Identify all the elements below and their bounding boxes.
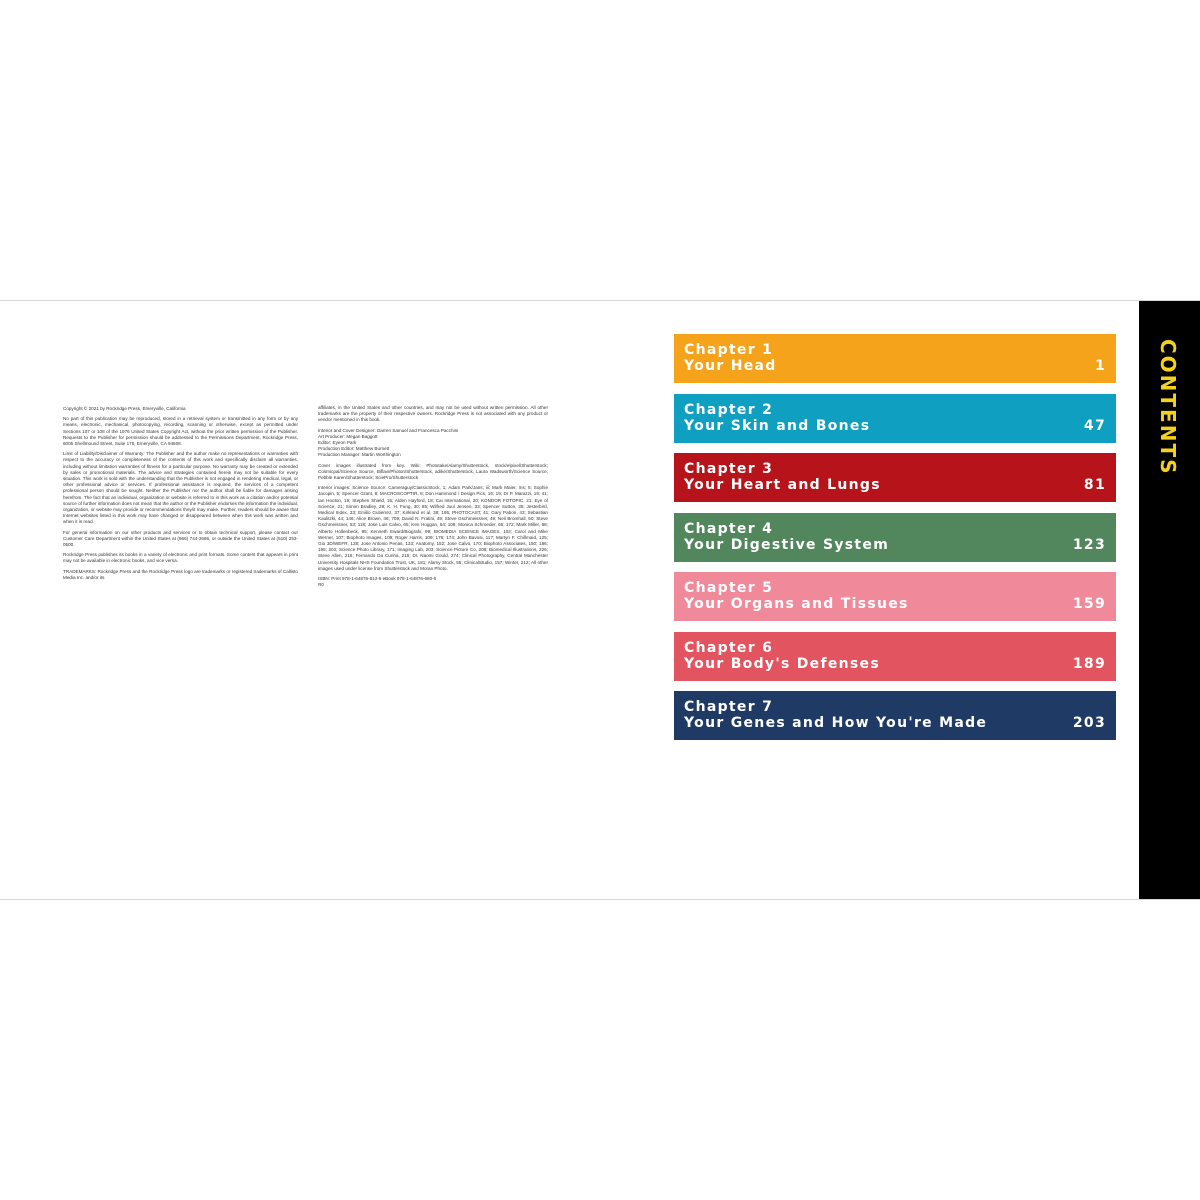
chapter-number: Chapter 4 bbox=[684, 520, 774, 537]
copyright-paragraph: Rockridge Press publishes its books in a variety of electronic and print formats. Some content that appears in print may not be available in electronic books, and vice versa. bbox=[63, 552, 298, 564]
copyright-paragraph: No part of this publication may be reproduced, stored in a retrieval system or transmitted in any form or by any means, electronic, mechanical, photocopying, recording, scanning or otherwise, except as permitted under Sections 107 or 108 of the 1976 United States Copyright Act, without the prior written permission of the Publisher. Requests to the Publisher for permission should be addressed to the Permissions Department, Rockridge Press, 6005 Shellmound Street, Suite 175, Emeryville, CA 94608. bbox=[63, 416, 298, 447]
contents-sidebar bbox=[1139, 301, 1200, 900]
chapter-number: Chapter 7 bbox=[684, 699, 774, 715]
chapter-page-number: 47 bbox=[1083, 417, 1106, 434]
credits-paragraph: Interior and Cover Designer: Darren Samuel and Francesca Pacchini Art Producer: Megan Baggott Editor: Eyeon Park Production Editor: Matthew Burnett Production Manager: Martin Worthington bbox=[318, 427, 459, 458]
copyright-paragraph: For general information on our other products and services or to obtain technical support, please contact our Customer Care Department within the United States at (866) 744-2665, or outside the United States at (510) 253-0500. bbox=[63, 529, 298, 548]
chapter-title: Your Head bbox=[684, 358, 777, 374]
copyright-column-right bbox=[318, 405, 548, 592]
contents-heading: CONTENTS bbox=[1156, 339, 1180, 476]
chapter-number: Chapter 3 bbox=[684, 461, 774, 477]
chapter-title: Your Body's Defenses bbox=[684, 655, 880, 672]
toc-chapter-3[interactable] bbox=[674, 453, 1116, 502]
toc-chapter-2[interactable] bbox=[674, 394, 1116, 443]
toc-chapter-5[interactable] bbox=[674, 572, 1116, 621]
chapter-page-number: 203 bbox=[1072, 715, 1106, 731]
copyright-line: Copyright © 2021 by Rockridge Press, Emeryville, California bbox=[63, 406, 186, 411]
book-spread bbox=[0, 300, 1200, 900]
chapter-page-number: 123 bbox=[1072, 536, 1106, 553]
chapter-number: Chapter 2 bbox=[684, 401, 774, 418]
chapter-number: Chapter 1 bbox=[684, 342, 774, 358]
copyright-paragraph: TRADEMARKS: Rockridge Press and the Rockridge Press logo are trademarks or registered trademarks of Callisto Media Inc. and/or its bbox=[63, 568, 298, 580]
chapter-number: Chapter 5 bbox=[684, 580, 774, 596]
chapter-title: Your Heart and Lungs bbox=[684, 477, 881, 493]
toc-chapter-1[interactable] bbox=[674, 334, 1116, 383]
table-of-contents bbox=[674, 334, 1116, 751]
copyright-paragraph: affiliates, in the United States and other countries, and may not be used without written permission. All other trademarks are the property of their respective owners. Rockridge Press is not associated with any product or vendor mentioned in this book. bbox=[318, 405, 548, 423]
chapter-title: Your Organs and Tissues bbox=[684, 596, 909, 612]
chapter-page-number: 1 bbox=[1094, 358, 1106, 374]
cover-credits-paragraph: Cover images illustrated from key. Wiki: Phototake/Alamy/Shutterstock, stock/elpixel/Shutterstock; Cosmicpal/Science Source, Biflavi/Photon/Shutterstock, adike/Shutterstock, Laura Wadsworth/Science Source; Pebble Karen/Shutterstock; SciePro/Shutterstock bbox=[318, 462, 548, 481]
copyright-column-left bbox=[63, 406, 298, 585]
chapter-number: Chapter 6 bbox=[684, 639, 774, 656]
chapter-title: Your Genes and How You're Made bbox=[684, 715, 988, 731]
chapter-title: Your Skin and Bones bbox=[684, 417, 871, 434]
toc-chapter-6[interactable] bbox=[674, 632, 1116, 681]
toc-chapter-7[interactable] bbox=[674, 691, 1116, 740]
chapter-page-number: 81 bbox=[1083, 477, 1106, 493]
chapter-title: Your Digestive System bbox=[684, 536, 890, 553]
interior-credits-paragraph: Interior images: Science Source: Cameraguy/ClassicStock, 1; Adam Park/Jans; iii; Mark Maier, ms; 5; Sophie Jacopin, 5; Spencer Grant, 8; MACROSCOPTIR, 8; Don Hammond / Design Pics, 16; 19; Dr P. Marazzi, 19; 41; Ian Hooton, 19; Stephen Shield, 15; Alden Hayford, 18; Cai International, 20; KONDOR FOTOPIC, 21; Eye of Science, 21; Simon Bradley, 29; K. H. Fung, 30; 85; Wilfred Juul Jensen, 33; Spencer Sutton, 35; Jesterbird, Medical Index, 33; Emilio Gutierrez, 37; Kirkland et al, 38; 195; PHOTOCAST, 41; Gary Pabon, 43; Sebastian Kaulitzki, 44; 146; Alice Brown, 46; 709; David N. Fratini, 49; Steve Gschmeissner, 49; Neil Bromhall, 50; Steve Gschmeissner, 53; 118; Jose Luis Calvo, 65; Ken Hoggan, 64; 106; Monica Schroeder, 65; 172; Mark Miller, 68; Alberto Hollenbeck, 85; Kenneth Eward/Biografx, 99; BIOMEDIA SCIENCE IMAGES, 102; Carol and Mike Werner, 107; Biophoto Images, 109; Roger Harris, 109; 176; 174; John Bavosi, 117; Martyn F. Chillmaid, 125; Gio 3D/WEFR, 128; Jose Antonio Penas, 133; Anatomy, 152; Jose Calvo, 170; Biophoto Associates, 150; 186; 195; 202; Science Photo Library, 171; Imaging Lab, 203; Science Picture Co, 208; Biomedical Illustrations, 226; Steve Allen, 216; Fernando Da Cunha, 215; Dr. Naomi Gould, 274; Clinical Photography, Central Manchester University Hospitals NHS Foundation Trust, UK, 181; Alamy Stock, 55; ClinicalStudio, 157; Winter, 212; All other images used under license from Shutterstock and Moran Photo. bbox=[318, 485, 548, 571]
copyright-paragraph: Limit of Liability/Disclaimer of Warranty: The Publisher and the author make no representations or warranties with respect to the accuracy or completeness of the contents of this work and specifically disclaim all warranties, including without limitation warranties of fitness for a particular purpose. No warranty may be created or extended by sales or promotional materials. The advice and strategies contained herein may not be suitable for every situation. This work is sold with the understanding that the Publisher is not engaged in rendering medical, legal, or other professional advice or services. If professional assistance is required, the services of a competent professional person should be sought. Neither the Publisher nor the author shall be liable for damages arising herefrom. The fact that an individual, organization or website is referred to in this work as a citation and/or potential source of further information does not mean that the author or the Publisher endorses the information the individual, organization, or website may provide or recommendations they/it may make. Further, readers should be aware that Internet websites listed in this work may have changed or disappeared between when this work was written and when it is read. bbox=[63, 451, 298, 525]
chapter-page-number: 159 bbox=[1072, 596, 1106, 612]
toc-chapter-4[interactable] bbox=[674, 513, 1116, 562]
isbn-line: ISBN: Print 978-1-64876-812-5 eBook 978-1-64876-680-6 R0 bbox=[318, 576, 437, 588]
chapter-page-number: 189 bbox=[1072, 655, 1106, 672]
